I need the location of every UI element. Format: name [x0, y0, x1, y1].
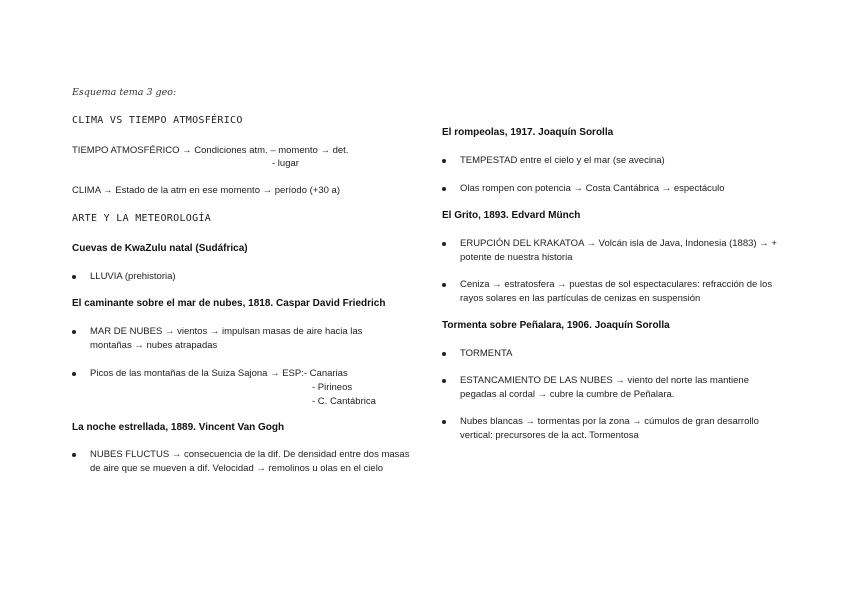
painting-heading-el-grito: El Grito, 1893. Edvard Münch	[442, 210, 581, 221]
list-item: Ceniza → estratosfera → puestas de sol espectaculares: refracción de los rayos solares en las partículas de cenizas en suspensión	[442, 278, 787, 306]
painting-heading-noche-estrellada: La noche estrellada, 1889. Vincent Van Gogh	[72, 422, 285, 433]
list-item: TEMPESTAD entre el cielo y el mar (se avecina)	[442, 154, 782, 168]
bullet-icon	[442, 379, 446, 383]
bullet-icon	[72, 453, 76, 457]
list-item: Picos de las montañas de la Suiza Sajona → ESP:- Canarias	[72, 367, 402, 409]
sublist-item-cantabrica: - C. Cantábrica	[312, 396, 376, 407]
bullet-icon	[442, 283, 446, 287]
bullet-icon	[442, 242, 446, 246]
bullet-icon	[442, 352, 446, 356]
list-item: Nubes blancas → tormentas por la zona → cúmulos de gran desarrollo vertical: precursores de la act. Tormentosa	[442, 415, 787, 443]
painting-heading-caminante: El caminante sobre el mar de nubes, 1818. Caspar David Friedrich	[72, 298, 386, 309]
painting-heading-rompeolas: El rompeolas, 1917. Joaquín Sorolla	[442, 127, 614, 138]
bullet-icon	[442, 187, 446, 191]
painting-heading-penalara: Tormenta sobre Peñalara, 1906. Joaquín Sorolla	[442, 320, 670, 331]
bullet-icon	[72, 372, 76, 376]
section-heading-clima-vs-tiempo: CLIMA VS TIEMPO ATMOSFÉRICO	[72, 115, 243, 126]
list-item: NUBES FLUCTUS → consecuencia de la dif. De densidad entre dos masas de aire que se mueven a dif. Velocidad → remolinos u olas en el cielo	[72, 448, 412, 490]
definition-clima: CLIMA → Estado de la atm en ese momento → período (+30 a)	[72, 185, 340, 196]
list-item: MAR DE NUBES → vientos → impulsan masas de aire hacia las montañas → nubes atrapadas	[72, 325, 392, 353]
bullet-icon	[72, 275, 76, 279]
sublist-item-pirineos: - Pirineos	[312, 382, 353, 393]
bullet-icon	[72, 330, 76, 334]
list-item: TORMENTA	[442, 347, 782, 361]
bullet-icon	[442, 420, 446, 424]
list-item: ESTANCAMIENTO DE LAS NUBES → viento del norte las mantiene pegadas al cordal → cubre la cumbre de Peñalara.	[442, 374, 782, 402]
bullet-icon	[442, 159, 446, 163]
document-title: Esquema tema 3 geo:	[72, 87, 177, 98]
list-item: ERUPCIÓN DEL KRAKATOA → Volcán isla de Java, Indonesia (1883) → + potente de nuestra historia	[442, 237, 782, 265]
list-item: Olas rompen con potencia → Costa Cantábrica → espectáculo	[442, 182, 782, 196]
painting-heading-kwazulu: Cuevas de KwaZulu natal (Sudáfrica)	[72, 243, 248, 254]
definition-tiempo: TIEMPO ATMOSFÉRICO → Condiciones atm. – momento → det.	[72, 145, 349, 156]
section-heading-arte-meteorologia: ARTE Y LA METEOROLOGÍA	[72, 213, 212, 224]
definition-tiempo-continuation: - lugar	[272, 158, 299, 169]
list-item: LLUVIA (prehistoria)	[72, 270, 412, 284]
